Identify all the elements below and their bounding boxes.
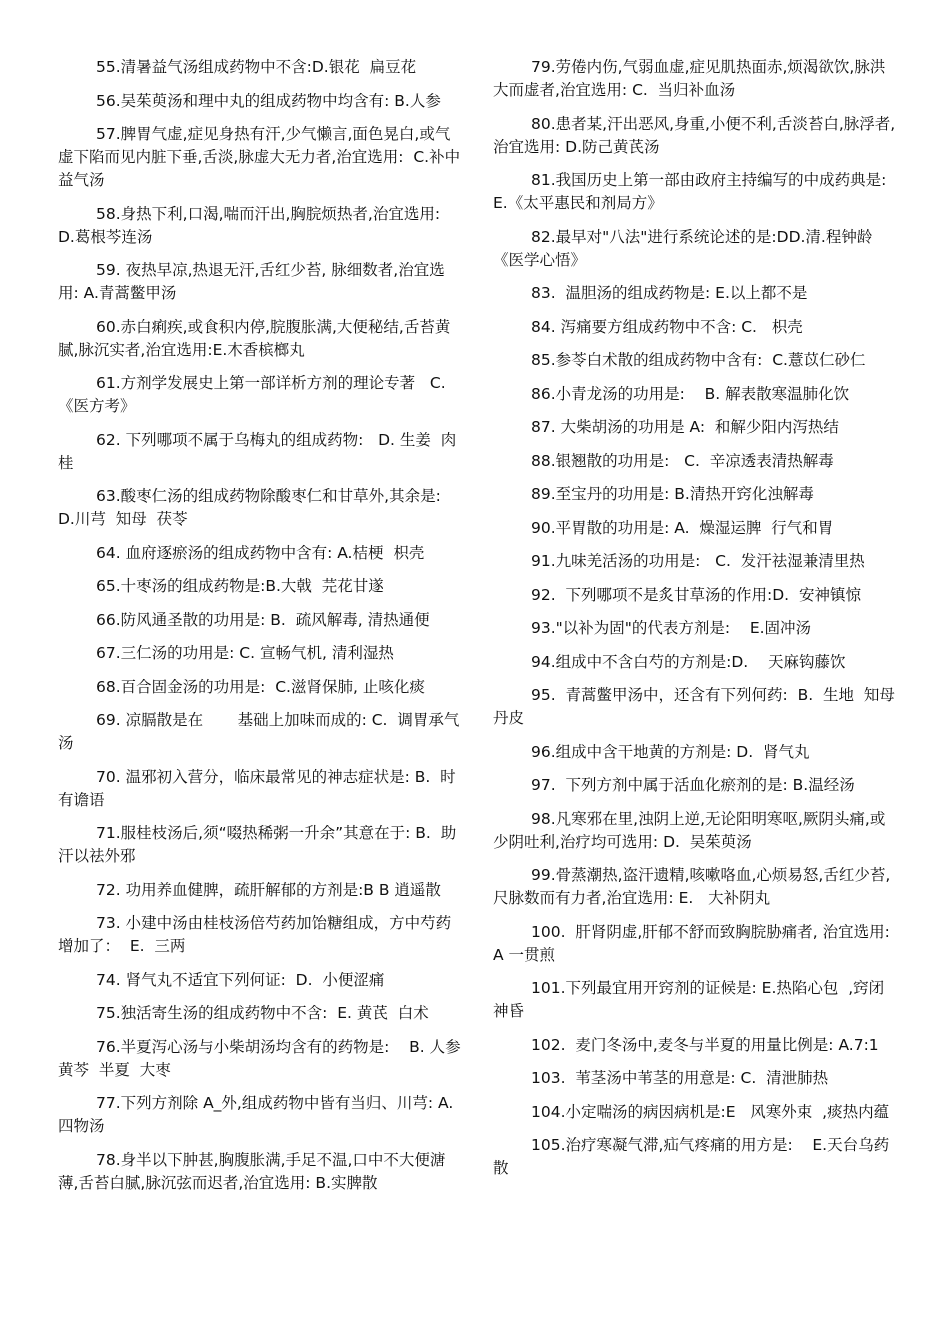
question-item: 86.小青龙汤的功用是: B. 解表散寒温肺化饮 [531,384,850,403]
question-item: 73. 小建中汤由桂枝汤倍芍药加饴糖组成，方中芍药增加了： E. 三两 [58,914,452,955]
question-item: 82.最早对"八法"进行系统论述的是:DD.清.程钟龄《医学心悟》 [493,227,873,269]
question-item: 105.治疗寒凝气滞,疝气疼痛的用方是: E.天台乌药散 [493,1136,890,1177]
question-item: 78.身半以下肿甚,胸腹胀满,手足不温,口中不大便溏薄,舌苔白腻,脉沉弦而迟者,治宜选用: B.实脾散 [58,1150,446,1192]
question-item: 100. 肝肾阴虚,肝郁不舒而致胸脘胁痛者, 治宜选用:A 一贯煎 [493,922,890,964]
question-item: 80.患者某,汗出恶风,身重,小便不利,舌淡苔白,脉浮者,治宜选用: D.防己黄芪汤 [493,114,896,156]
question-item: 95. 青蒿鳖甲汤中，还含有下列何药: B. 生地 知母 丹皮 [493,686,905,727]
question-item: 62. 下列哪项不属于乌梅丸的组成药物: D. 生姜 肉桂 [58,430,457,472]
question-item: 55.清暑益气汤组成药物中不含:D.银花 扁豆花 [96,58,417,76]
question-item: 58.身热下利,口渴,喘而汗出,胸脘烦热者,治宜选用: D.葛根芩连汤 [58,204,450,246]
question-item: 96.组成中含干地黄的方剂是: D. 肾气丸 [531,742,810,761]
question-item: 93."以补为固"的代表方剂是: E.固冲汤 [531,619,812,637]
question-item: 68.百合固金汤的功用是: C.滋肾保肺, 止咳化痰 [96,677,425,696]
question-item: 92. 下列哪项不是炙甘草汤的作用:D. 安神镇惊 [531,585,861,604]
question-item: 69. 凉膈散是在 基础上加味而成的: C. 调胃承气汤 [58,711,460,752]
question-item: 65.十枣汤的组成药物是:B.大戟 芫花甘遂 [96,577,384,595]
question-item: 81.我国历史上第一部由政府主持编写的中成药典是: E.《太平惠民和剂局方》 [493,171,892,212]
question-item: 97. 下列方剂中属于活血化瘀剂的是: B.温经汤 [531,776,855,794]
question-item: 61.方剂学发展史上第一部详析方剂的理论专著 C.《医方考》 [58,374,446,415]
question-item: 75.独活寄生汤的组成药物中不含: E. 黄芪 白术 [96,1004,429,1022]
question-item: 70. 温邪初入营分，临床最常见的神志症状是: B. 时有谵语 [58,767,456,809]
question-item: 74. 肾气丸不适宜下列何证: D. 小便涩痛 [96,970,385,989]
right-column [493,56,905,1191]
question-item: 79.劳倦内伤,气弱血虚,症见肌热面赤,烦渴欲饮,脉洪大而虚者,治宜选用: C. 当归补血汤 [493,58,886,99]
question-item: 103. 苇茎汤中苇茎的用意是: C. 清泄肺热 [531,1069,829,1087]
question-item: 91.九味羌活汤的功用是: C. 发汗祛湿兼清里热 [531,552,865,570]
question-item: 56.吴茱萸汤和理中丸的组成药物中均含有: B.人参 [96,91,441,110]
question-item: 84. 泻痛要方组成药物中不含: C. 枳壳 [531,317,803,336]
question-item: 77.下列方剂除 A_外,组成药物中皆有当归、川芎: A.四物汤 [58,1094,454,1135]
question-item: 87. 大柴胡汤的功用是 A: 和解少阳内泻热结 [531,418,839,436]
question-item: 88.银翘散的功用是: C. 辛凉透表清热解毒 [531,451,834,470]
question-item: 90.平胃散的功用是: A. 燥湿运脾 行气和胃 [531,518,834,537]
question-item: 101.下列最宜用开窍剂的证候是: E.热陷心包 ,窍闭神昏 [493,979,885,1020]
question-item: 60.赤白痢疾,或食积内停,脘腹胀满,大便秘结,舌苔黄腻,脉沉实者,治宜选用:E.木香槟榔丸 [58,317,451,359]
question-item: 59. 夜热早凉,热退无汗,舌红少苔, 脉细数者,治宜选用: A.青蒿鳖甲汤 [58,261,445,302]
question-item: 89.至宝丹的功用是: B.清热开窍化浊解毒 [531,485,814,503]
question-item: 71.服桂枝汤后,须“啜热稀粥一升余”其意在于: B. 助汗以祛外邪 [58,824,457,865]
left-column [58,56,471,1205]
question-item: 83. 温胆汤的组成药物是: E.以上都不是 [531,284,808,302]
question-item: 64. 血府逐瘀汤的组成药物中含有: A.桔梗 枳壳 [96,543,425,562]
question-item: 57.脾胃气虚,症见身热有汗,少气懒言,面色晃白,或气虚下陷而见内脏下垂,舌淡,脉虚大无力者,治宜选用: C.补中益气汤 [58,125,461,189]
question-item: 102. 麦门冬汤中,麦冬与半夏的用量比例是: A.7:1 [531,1035,879,1054]
question-item: 104.小定喘汤的病因病机是:E 风寒外束 ,痰热内蕴 [531,1102,890,1121]
question-item: 85.参苓白术散的组成药物中含有: C.薏苡仁砂仁 [531,351,866,369]
question-item: 66.防风通圣散的功用是: B. 疏风解毒, 清热通便 [96,610,430,629]
question-item: 76.半夏泻心汤与小柴胡汤均含有的药物是: B. 人参 黄芩 半夏 大枣 [58,1037,471,1079]
question-item: 63.酸枣仁汤的组成药物除酸枣仁和甘草外,其余是: D.川芎 知母 茯苓 [58,487,451,528]
question-item: 67.三仁汤的功用是: C. 宣畅气机, 清利湿热 [96,644,394,662]
question-item: 72. 功用养血健脾，疏肝解郁的方剂是:B B 逍遥散 [96,880,441,899]
question-item: 94.组成中不含白芍的方剂是:D. 天麻钩藤饮 [531,652,846,671]
question-item: 98.凡寒邪在里,浊阴上逆,无论阳明寒呕,厥阴头痛,或少阴吐利,治疗均可选用: D. 吴茱萸汤 [493,809,886,851]
question-item: 99.骨蒸潮热,盗汗遗精,咳嗽咯血,心烦易怒,舌红少苔, 尺脉数而有力者,治宜选用: E. 大补阴丸 [493,866,901,907]
